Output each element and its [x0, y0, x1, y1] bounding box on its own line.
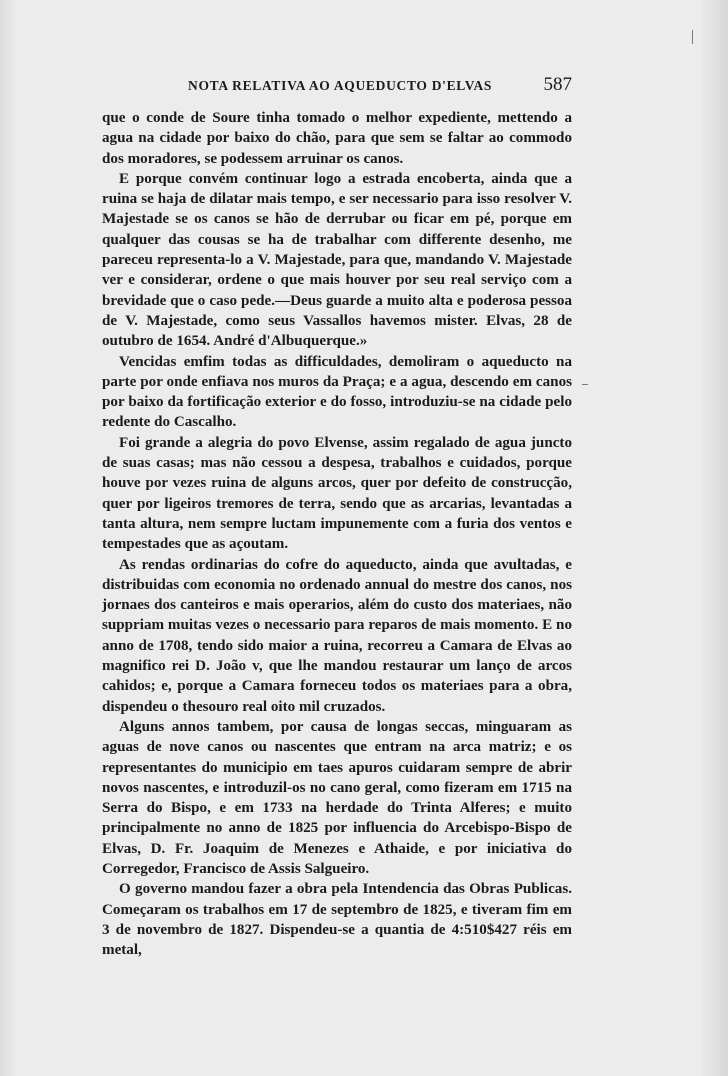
- scan-edge-mark: [692, 30, 693, 44]
- paragraph: Foi grande a alegria do povo Elvense, assim regalado de agua juncto de suas casas; mas não cessou a despesa, trabalhos e cuidados, porque houve por vezes ruina de alguns arcos, quer por defeito de construcção, quer por ligeiros tremores de terra, sendo que as arcarias, levantadas a tanta altura, nem sempre luctam impunemente com a furia dos ventos e tempestades que as açoutam.: [102, 434, 572, 553]
- page-header: [102, 74, 572, 98]
- paragraph: As rendas ordinarias do cofre do aqueducto, ainda que avultadas, e distribuidas com economia no ordenado annual do mestre dos canos, nos jornaes dos canteiros e mais operarios, além do custo dos materiaes, não suppriam muitas vezes o necessario para reparos de mais momento. E no anno de 1708, tendo sido maior a ruina, recorreu a Camara de Elvas ao magnifico rei D. João v, que lhe mandou restaurar um lanço de arcos cahidos; e, porque a Camara forneceu todos os materiaes para a obra, dispendeu o thesouro real oito mil cruzados.: [102, 556, 572, 715]
- paragraph: que o conde de Soure tinha tomado o melhor expediente, mettendo a agua na cidade por baixo do chão, para que sem se faltar ao commodo dos moradores, se podessem arruinar os canos.: [102, 110, 572, 167]
- paragraph: Alguns annos tambem, por causa de longas seccas, minguaram as aguas de nove canos ou nascentes que entram na arca matriz; e os representantes do municipio em taes apuros cuidaram sempre de abrir novos nascentes, e introduzil-os no cano geral, como fizeram em 1715 na Serra do Bispo, e em 1733 na herdade do Trinta Alferes; e muito principalmente no anno de 1825 por influencia do Arcebispo-Bispo de Elvas, D. Fr. Joaquim de Menezes e Athaide, e por iniciativa do Corregedor, Francisco de Assis Salgueiro.: [102, 718, 572, 877]
- paragraph: E porque convém continuar logo a estrada encoberta, ainda que a ruina se haja de dilatar mais tempo, e ser necessario para isso resolver V. Majestade se os canos se hão de derrubar ou ficar em pé, porque em qualquer das cousas se ha de trabalhar com differente desenho, me pareceu representa-lo a V. Majestade, para que, mandando V. Majestade ver e considerar, ordene o que mais houver por seu real serviço com a brevidade que o caso pede.—Deus guarde a muito alta e poderosa pessoa de V. Majestade, como seus Vassallos havemos mister. Elvas, 28 de outubro de 1654. André d'Albuquerque.»: [102, 170, 572, 350]
- paragraph: O governo mandou fazer a obra pela Intendencia das Obras Publicas. Começaram os trabalhos em 17 de septembro de 1825, e tiveram fim em 3 de novembro de 1827. Dispendeu-se a quantia de 4:510$427 réis em metal,: [102, 881, 572, 959]
- paragraph: Vencidas emfim todas as difficuldades, demoliram o aqueducto na parte por onde enfiava nos muros da Praça; e a agua, descendo em canos por baixo da fortificação exterior e do fosso, introduziu-se na cidade pelo redente do Cascalho.: [102, 353, 572, 431]
- body-text: [102, 108, 572, 960]
- page-number: 587: [543, 74, 572, 95]
- scan-edge-mark: [582, 384, 588, 385]
- running-title: NOTA RELATIVA AO AQUEDUCTO D'ELVAS: [188, 78, 493, 93]
